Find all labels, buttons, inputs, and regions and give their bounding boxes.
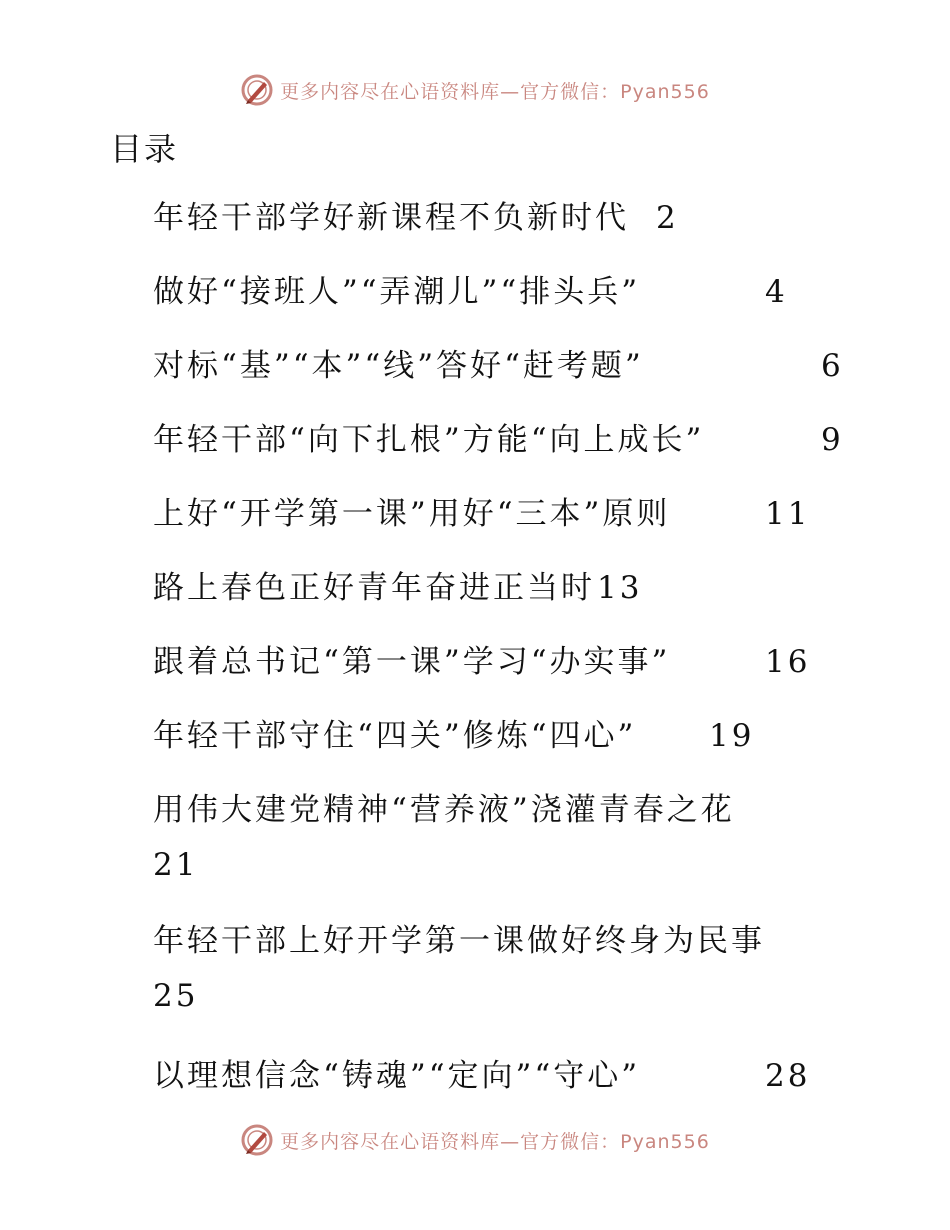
toc-item[interactable] (153, 915, 765, 1014)
toc-item-page: 11 (765, 496, 811, 532)
toc-item[interactable] (153, 784, 735, 883)
toc-item-title: 年轻干部“向下扎根”方能“向上成长” (153, 422, 705, 458)
toc-item-title: 做好“接班人”“弄潮儿”“排头兵” (153, 274, 641, 310)
toc-item-title: 年轻干部学好新课程不负新时代 (153, 200, 629, 236)
toc-item-page: 6 (821, 348, 844, 384)
pen-logo-icon (240, 1123, 274, 1157)
watermark-text: 更多内容尽在心语资料库—官方微信：Pyan556 (280, 1130, 710, 1153)
toc-item-title: 跟着总书记“第一课”学习“办实事” (153, 644, 671, 680)
toc-item-title: 用伟大建党精神“营养液”浇灌青春之花 (153, 792, 735, 828)
toc-item-page: 9 (821, 422, 844, 458)
toc-item-page: 19 (709, 718, 755, 754)
toc-item[interactable] (153, 1050, 811, 1102)
toc-heading: 目录 (110, 130, 179, 168)
toc-item[interactable] (153, 192, 679, 244)
toc-item-title: 对标“基”“本”“线”答好“赶考题” (153, 348, 644, 384)
watermark-text: 更多内容尽在心语资料库—官方微信：Pyan556 (280, 80, 710, 103)
toc-item-title: 年轻干部守住“四关”修炼“四心” (153, 718, 637, 754)
watermark-footer (0, 1120, 950, 1160)
toc-item-title: 以理想信念“铸魂”“定向”“守心” (153, 1058, 641, 1094)
toc-item-page: 13 (597, 570, 643, 606)
watermark-header (0, 70, 950, 110)
toc-item[interactable] (153, 710, 755, 762)
toc-item-page: 16 (765, 644, 811, 680)
pen-logo-icon (240, 73, 274, 107)
toc-item-title: 上好“开学第一课”用好“三本”原则 (153, 496, 671, 532)
toc-item-title: 路上春色正好青年奋进正当时 (153, 570, 595, 606)
toc-item-page: 2 (656, 200, 679, 236)
toc-item-page: 4 (765, 274, 788, 310)
toc-item[interactable] (153, 636, 811, 688)
toc-item[interactable] (153, 414, 844, 466)
toc-item-page: 21 (153, 847, 199, 883)
toc-item[interactable] (153, 340, 844, 392)
toc-item[interactable] (153, 266, 788, 318)
toc-item-title: 年轻干部上好开学第一课做好终身为民事 (153, 923, 765, 959)
toc-item[interactable] (153, 562, 643, 614)
toc-item[interactable] (153, 488, 811, 540)
toc-item-page: 25 (153, 978, 199, 1014)
toc-item-page: 28 (765, 1058, 811, 1094)
